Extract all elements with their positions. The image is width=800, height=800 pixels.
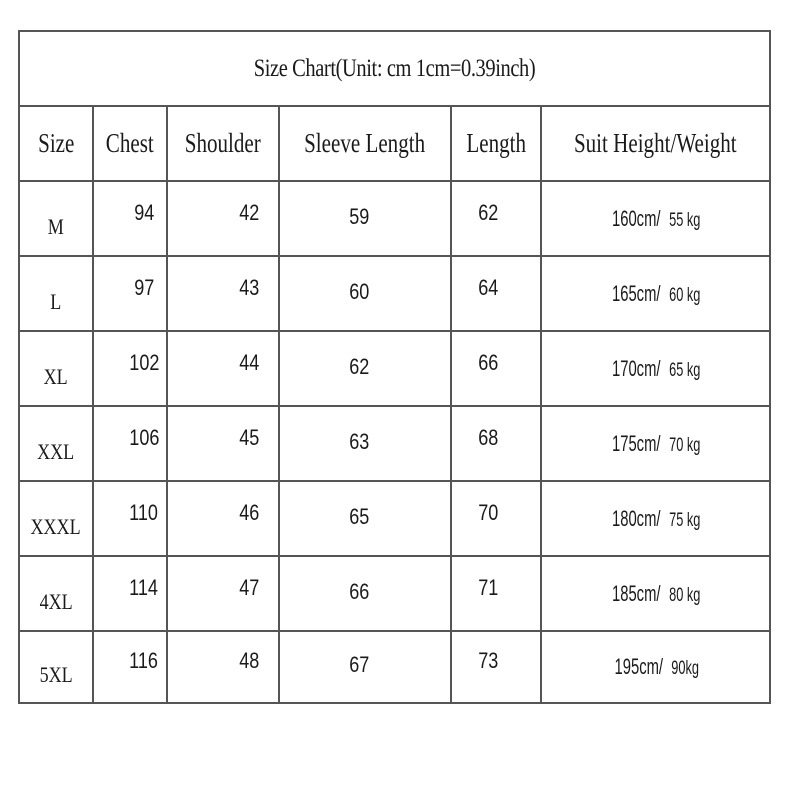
shoulder-cell: 48 (167, 631, 279, 703)
height-value: 195cm/ (614, 654, 663, 679)
sleeve-length-cell: 62 (279, 331, 451, 406)
header-row (19, 106, 770, 181)
height-value: 175cm/ (612, 430, 661, 456)
weight-value: 90kg (671, 658, 699, 679)
size-cell: XXL (19, 406, 93, 481)
weight-value: 55 kg (669, 209, 701, 231)
height-value: 160cm/ (612, 205, 661, 231)
header-chest: Chest (93, 106, 167, 181)
sleeve-length-cell: 66 (279, 556, 451, 631)
suit-height-weight-cell (541, 331, 770, 406)
suit-height-weight-cell (541, 556, 770, 631)
header-shoulder: Shoulder (167, 106, 279, 181)
length-cell: 73 (451, 631, 541, 703)
chest-cell: 114 (93, 556, 167, 631)
suit-height-weight-cell (541, 406, 770, 481)
header-suit-height-weight: Suit Height/Weight (541, 106, 770, 181)
length-cell: 70 (451, 481, 541, 556)
size-chart-table (18, 30, 771, 704)
shoulder-cell: 46 (167, 481, 279, 556)
shoulder-cell: 44 (167, 331, 279, 406)
length-cell: 68 (451, 406, 541, 481)
chest-cell: 116 (93, 631, 167, 703)
suit-height-weight-cell (541, 181, 770, 256)
weight-value: 80 kg (669, 584, 701, 606)
length-cell: 71 (451, 556, 541, 631)
length-cell: 66 (451, 331, 541, 406)
sleeve-length-cell: 60 (279, 256, 451, 331)
length-cell: 64 (451, 256, 541, 331)
length-cell: 62 (451, 181, 541, 256)
title-row (19, 31, 770, 106)
shoulder-cell: 42 (167, 181, 279, 256)
weight-value: 60 kg (669, 284, 701, 306)
table-row (19, 256, 770, 331)
shoulder-cell: 47 (167, 556, 279, 631)
sleeve-length-cell: 67 (279, 631, 451, 703)
size-cell: XXXL (19, 481, 93, 556)
weight-value: 70 kg (669, 434, 701, 456)
header-length: Length (451, 106, 541, 181)
size-cell: L (19, 256, 93, 331)
chest-cell: 94 (93, 181, 167, 256)
table-row (19, 331, 770, 406)
suit-height-weight-cell (541, 256, 770, 331)
height-value: 165cm/ (612, 280, 661, 306)
size-cell: XL (19, 331, 93, 406)
chest-cell: 106 (93, 406, 167, 481)
chest-cell: 110 (93, 481, 167, 556)
suit-height-weight-cell (541, 631, 770, 703)
height-value: 180cm/ (612, 505, 661, 531)
size-cell: 4XL (19, 556, 93, 631)
sleeve-length-cell: 59 (279, 181, 451, 256)
chest-cell: 102 (93, 331, 167, 406)
size-cell: M (19, 181, 93, 256)
weight-value: 75 kg (669, 509, 701, 531)
table-row (19, 406, 770, 481)
size-cell: 5XL (19, 631, 93, 703)
table-row (19, 181, 770, 256)
sleeve-length-cell: 63 (279, 406, 451, 481)
shoulder-cell: 43 (167, 256, 279, 331)
header-size: Size (19, 106, 93, 181)
header-sleeve-length: Sleeve Length (279, 106, 451, 181)
shoulder-cell: 45 (167, 406, 279, 481)
height-value: 170cm/ (612, 355, 661, 381)
suit-height-weight-cell (541, 481, 770, 556)
weight-value: 65 kg (669, 359, 701, 381)
chart-title (87, 31, 703, 106)
height-value: 185cm/ (612, 580, 661, 606)
sleeve-length-cell: 65 (279, 481, 451, 556)
table-row (19, 631, 770, 703)
chart-title-text: Size Chart(Unit: cm 1cm=0.39inch) (253, 54, 536, 82)
chest-cell: 97 (93, 256, 167, 331)
table-row (19, 556, 770, 631)
table-row (19, 481, 770, 556)
